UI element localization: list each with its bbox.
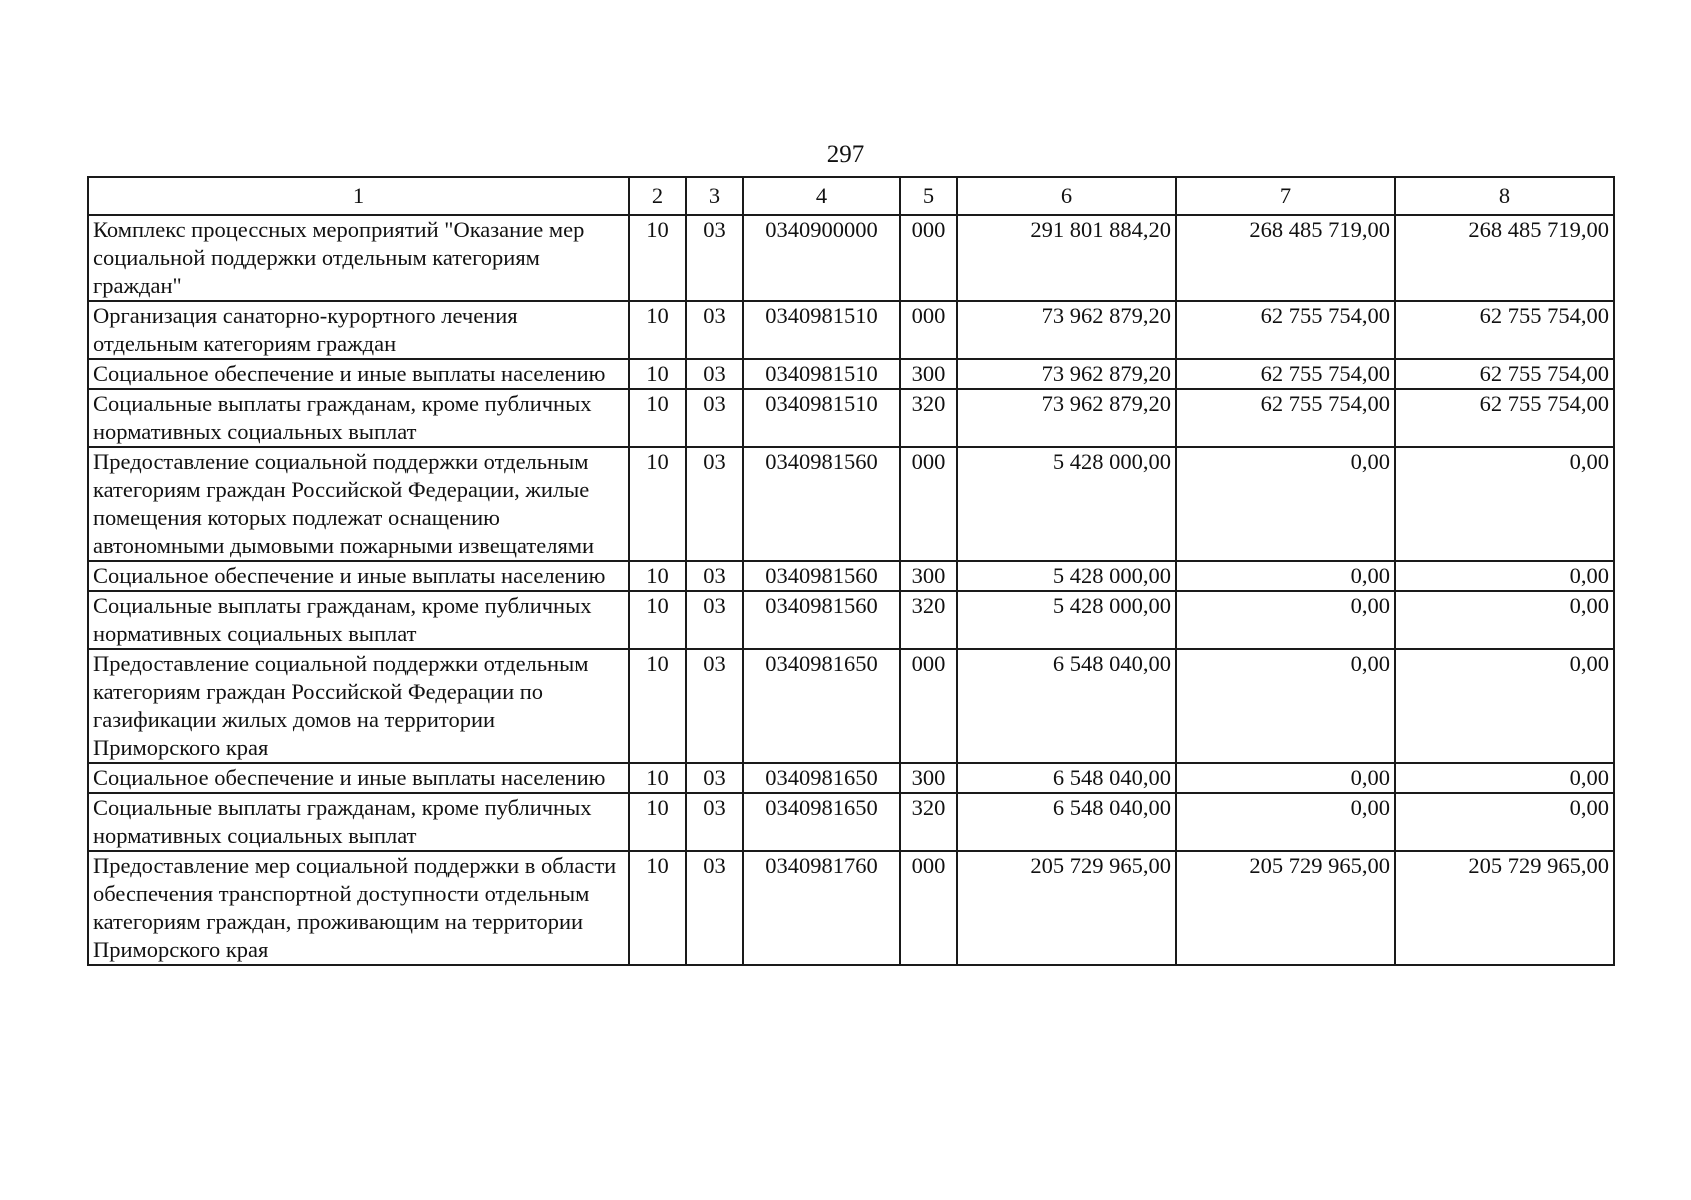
table-row <box>88 793 1614 851</box>
row-name: Предоставление социальной поддержки отдельным категориям граждан Российской Федерации, жилые помещения которых подлежат оснащению автономными дымовыми пожарными извещателями <box>88 447 629 561</box>
expense-type-code: 320 <box>900 591 957 649</box>
row-name: Предоставление социальной поддержки отдельным категориям граждан Российской Федерации по газификации жилых домов на территории Приморского края <box>88 649 629 763</box>
amount-col-7: 0,00 <box>1176 763 1395 793</box>
row-name: Предоставление мер социальной поддержки в области обеспечения транспортной доступности отдельным категориям граждан, проживающим на территории Приморского края <box>88 851 629 965</box>
expense-type-code: 000 <box>900 851 957 965</box>
column-header: 1 <box>88 177 629 215</box>
target-article-code: 0340981510 <box>743 301 900 359</box>
amount-col-8: 62 755 754,00 <box>1395 389 1614 447</box>
table-row <box>88 591 1614 649</box>
table-row <box>88 851 1614 965</box>
target-article-code: 0340981560 <box>743 591 900 649</box>
amount-col-7: 0,00 <box>1176 591 1395 649</box>
column-header: 3 <box>686 177 743 215</box>
expense-type-code: 000 <box>900 215 957 301</box>
page-number: 297 <box>826 141 865 168</box>
table-row <box>88 359 1614 389</box>
amount-col-8: 62 755 754,00 <box>1395 301 1614 359</box>
table-row <box>88 301 1614 359</box>
subsection-code: 03 <box>686 851 743 965</box>
subsection-code: 03 <box>686 649 743 763</box>
amount-col-8: 0,00 <box>1395 561 1614 591</box>
expense-type-code: 000 <box>900 447 957 561</box>
amount-col-7: 62 755 754,00 <box>1176 359 1395 389</box>
row-name: Социальное обеспечение и иные выплаты населению <box>88 359 629 389</box>
table-row <box>88 215 1614 301</box>
amount-col-8: 205 729 965,00 <box>1395 851 1614 965</box>
budget-table <box>87 176 1615 966</box>
target-article-code: 0340981560 <box>743 447 900 561</box>
row-name: Комплекс процессных мероприятий "Оказание мер социальной поддержки отдельным категориям граждан" <box>88 215 629 301</box>
section-code: 10 <box>629 561 686 591</box>
subsection-code: 03 <box>686 447 743 561</box>
amount-col-6: 6 548 040,00 <box>957 793 1176 851</box>
section-code: 10 <box>629 389 686 447</box>
amount-col-7: 0,00 <box>1176 649 1395 763</box>
amount-col-6: 73 962 879,20 <box>957 359 1176 389</box>
section-code: 10 <box>629 301 686 359</box>
expense-type-code: 320 <box>900 793 957 851</box>
expense-type-code: 000 <box>900 301 957 359</box>
row-name: Социальное обеспечение и иные выплаты населению <box>88 763 629 793</box>
subsection-code: 03 <box>686 301 743 359</box>
amount-col-6: 205 729 965,00 <box>957 851 1176 965</box>
subsection-code: 03 <box>686 763 743 793</box>
amount-col-6: 291 801 884,20 <box>957 215 1176 301</box>
target-article-code: 0340981510 <box>743 389 900 447</box>
subsection-code: 03 <box>686 389 743 447</box>
target-article-code: 0340900000 <box>743 215 900 301</box>
section-code: 10 <box>629 447 686 561</box>
amount-col-8: 0,00 <box>1395 447 1614 561</box>
table-row <box>88 649 1614 763</box>
amount-col-8: 0,00 <box>1395 591 1614 649</box>
subsection-code: 03 <box>686 793 743 851</box>
amount-col-7: 0,00 <box>1176 793 1395 851</box>
row-name: Социальное обеспечение и иные выплаты населению <box>88 561 629 591</box>
amount-col-8: 0,00 <box>1395 763 1614 793</box>
amount-col-8: 62 755 754,00 <box>1395 359 1614 389</box>
amount-col-6: 73 962 879,20 <box>957 389 1176 447</box>
row-name: Организация санаторно-курортного лечения отдельным категориям граждан <box>88 301 629 359</box>
section-code: 10 <box>629 649 686 763</box>
table-row <box>88 763 1614 793</box>
column-header: 2 <box>629 177 686 215</box>
amount-col-7: 62 755 754,00 <box>1176 389 1395 447</box>
table-header-row <box>88 177 1614 215</box>
table-row <box>88 389 1614 447</box>
expense-type-code: 300 <box>900 561 957 591</box>
row-name: Социальные выплаты гражданам, кроме публичных нормативных социальных выплат <box>88 591 629 649</box>
amount-col-7: 62 755 754,00 <box>1176 301 1395 359</box>
amount-col-6: 6 548 040,00 <box>957 649 1176 763</box>
amount-col-6: 73 962 879,20 <box>957 301 1176 359</box>
section-code: 10 <box>629 763 686 793</box>
amount-col-8: 0,00 <box>1395 649 1614 763</box>
section-code: 10 <box>629 851 686 965</box>
subsection-code: 03 <box>686 591 743 649</box>
expense-type-code: 320 <box>900 389 957 447</box>
target-article-code: 0340981650 <box>743 763 900 793</box>
amount-col-7: 0,00 <box>1176 447 1395 561</box>
table-row <box>88 561 1614 591</box>
target-article-code: 0340981650 <box>743 793 900 851</box>
amount-col-7: 0,00 <box>1176 561 1395 591</box>
section-code: 10 <box>629 359 686 389</box>
target-article-code: 0340981510 <box>743 359 900 389</box>
row-name: Социальные выплаты гражданам, кроме публичных нормативных социальных выплат <box>88 793 629 851</box>
section-code: 10 <box>629 215 686 301</box>
subsection-code: 03 <box>686 561 743 591</box>
amount-col-8: 268 485 719,00 <box>1395 215 1614 301</box>
expense-type-code: 300 <box>900 359 957 389</box>
section-code: 10 <box>629 793 686 851</box>
expense-type-code: 000 <box>900 649 957 763</box>
section-code: 10 <box>629 591 686 649</box>
column-header: 4 <box>743 177 900 215</box>
column-header: 8 <box>1395 177 1614 215</box>
amount-col-7: 205 729 965,00 <box>1176 851 1395 965</box>
target-article-code: 0340981760 <box>743 851 900 965</box>
column-header: 6 <box>957 177 1176 215</box>
amount-col-7: 268 485 719,00 <box>1176 215 1395 301</box>
column-header: 7 <box>1176 177 1395 215</box>
subsection-code: 03 <box>686 359 743 389</box>
amount-col-6: 5 428 000,00 <box>957 447 1176 561</box>
amount-col-6: 5 428 000,00 <box>957 591 1176 649</box>
amount-col-6: 6 548 040,00 <box>957 763 1176 793</box>
column-header: 5 <box>900 177 957 215</box>
amount-col-6: 5 428 000,00 <box>957 561 1176 591</box>
target-article-code: 0340981560 <box>743 561 900 591</box>
expense-type-code: 300 <box>900 763 957 793</box>
row-name: Социальные выплаты гражданам, кроме публичных нормативных социальных выплат <box>88 389 629 447</box>
target-article-code: 0340981650 <box>743 649 900 763</box>
amount-col-8: 0,00 <box>1395 793 1614 851</box>
subsection-code: 03 <box>686 215 743 301</box>
table-row <box>88 447 1614 561</box>
